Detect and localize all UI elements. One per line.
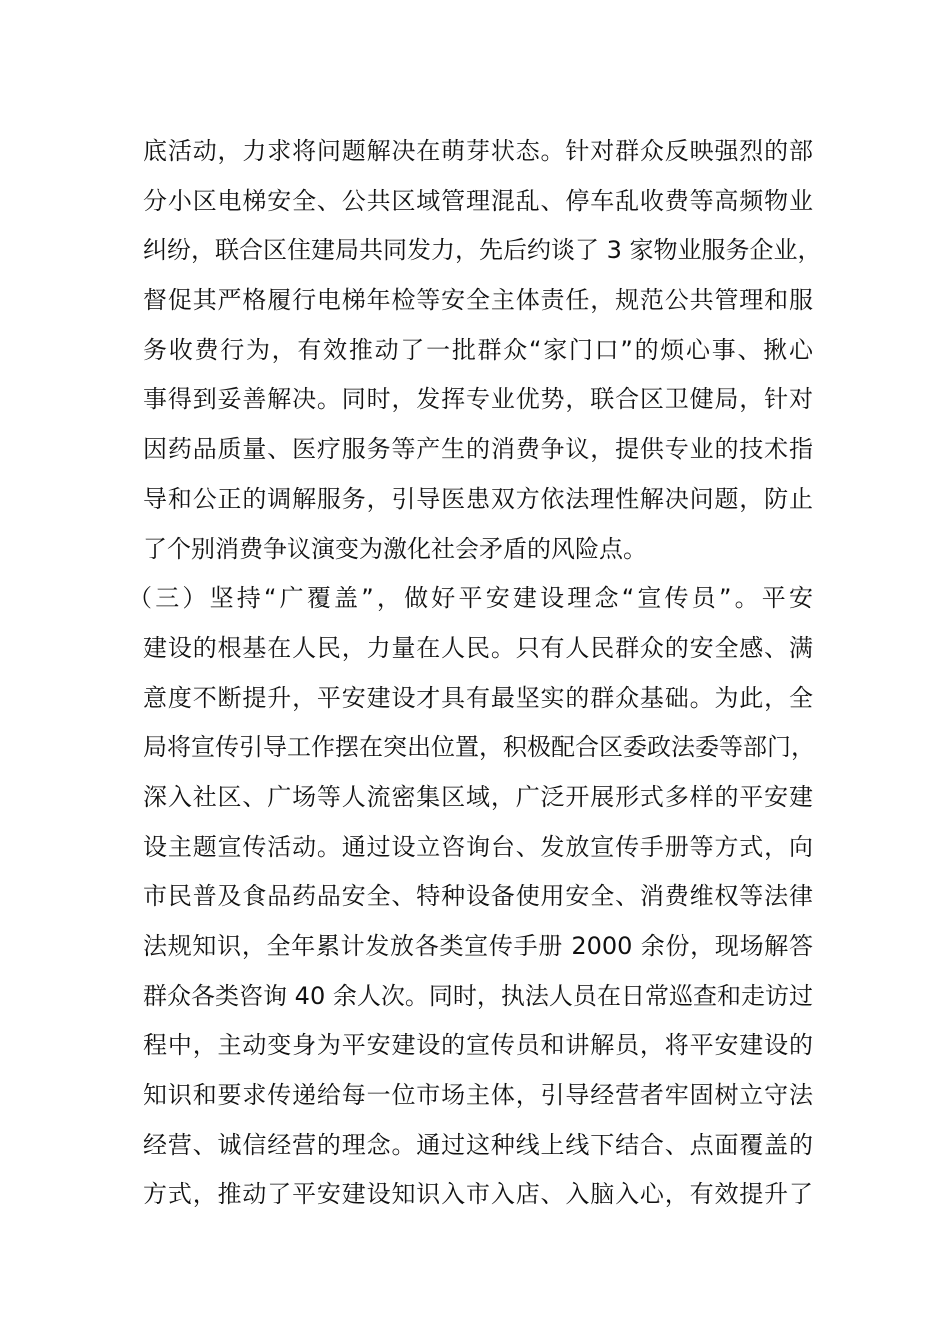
text-line: 纠纷，联合区住建局共同发力，先后约谈了 3 家物业服务企业， <box>143 236 822 265</box>
text-line: 知识和要求传递给每一位市场主体，引导经营者牢固树立守法 <box>143 1081 813 1110</box>
text-line: 意度不断提升，平安建设才具有最坚实的群众基础。为此，全 <box>143 683 813 712</box>
body-text <box>128 127 822 1220</box>
text-line: 事得到妥善解决。同时，发挥专业优势，联合区卫健局，针对 <box>143 385 813 414</box>
text-line: 底活动，力求将问题解决在萌芽状态。针对群众反映强烈的部 <box>143 137 813 165</box>
text-line: 因药品质量、医疗服务等产生的消费争议，提供专业的技术指 <box>143 435 813 464</box>
text-line: 导和公正的调解服务，引导医患双方依法理性解决问题，防止 <box>143 484 813 513</box>
text-line: 程中，主动变身为平安建设的宣传员和讲解员，将平安建设的 <box>143 1031 813 1060</box>
text-line: 分小区电梯安全、公共区域管理混乱、停车乱收费等高频物业 <box>143 186 813 215</box>
text-line: 群众各类咨询 40 余人次。同时，执法人员在日常巡查和走访过 <box>143 981 813 1010</box>
text-line: 建设的根基在人民，力量在人民。只有人民群众的安全感、满 <box>143 633 813 662</box>
text-line: 方式，推动了平安建设知识入市入店、入脑入心，有效提升了 <box>143 1180 813 1209</box>
text-line: 市民普及食品药品安全、特种设备使用安全、消费维权等法律 <box>143 882 813 911</box>
text-line: 深入社区、广场等人流密集区域，广泛开展形式多样的平安建 <box>143 782 813 811</box>
text-line: 法规知识，全年累计发放各类宣传手册 2000 余份，现场解答 <box>143 932 813 960</box>
text-line: 督促其严格履行电梯年检等安全主体责任，规范公共管理和服 <box>143 286 813 315</box>
text-line: 设主题宣传活动。通过设立咨询台、发放宣传手册等方式，向 <box>143 832 813 861</box>
text-line: 经营、诚信经营的理念。通过这种线上线下结合、点面覆盖的 <box>143 1130 813 1159</box>
text-line: 务收费行为，有效推动了一批群众“家门口”的烦心事、揪心 <box>143 335 813 364</box>
text-line: 了个别消费争议演变为激化社会矛盾的风险点。 <box>143 534 647 563</box>
section-heading-line: （三）坚持“广覆盖”，做好平安建设理念“宣传员”。平安 <box>128 584 813 613</box>
text-line: 局将宣传引导工作摆在突出位置，积极配合区委政法委等部门， <box>143 733 815 762</box>
